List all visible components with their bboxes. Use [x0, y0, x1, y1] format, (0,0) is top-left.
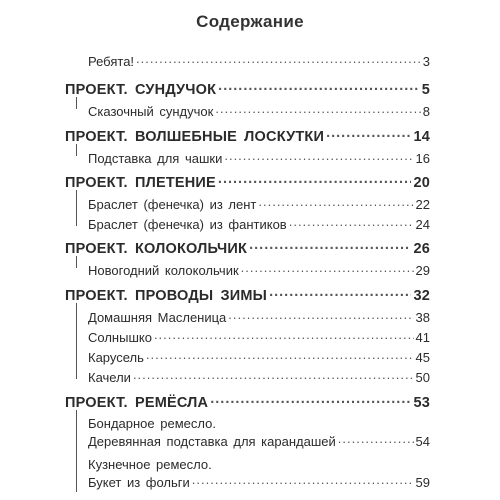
toc-page-number: 20 — [413, 174, 430, 191]
toc-section-loskutki — [65, 126, 430, 145]
section-bracket-line — [76, 97, 77, 109]
toc-entry — [88, 262, 430, 278]
toc-entry-label: Подставка для чашки — [88, 151, 223, 166]
toc-entry — [88, 309, 430, 325]
toc-entry — [88, 329, 430, 345]
toc-entry — [88, 433, 430, 449]
toc-page-number: 53 — [413, 394, 430, 411]
toc-entry-heading: Бондарное ремесло. — [88, 416, 216, 431]
dot-leader — [326, 126, 411, 141]
dot-leader — [218, 79, 420, 94]
toc-page-number: 38 — [415, 310, 430, 325]
section-prefix: ПРОЕКТ. — [65, 81, 128, 98]
toc-page-number: 24 — [415, 217, 430, 232]
section-bracket-line — [76, 410, 77, 492]
dot-leader — [258, 196, 413, 209]
toc-entry-label: Солнышко — [88, 330, 152, 345]
toc-entry — [88, 150, 430, 166]
dot-leader — [218, 172, 412, 187]
toc-section-sunduchok — [65, 79, 430, 98]
section-name: ПРОВОДЫ ЗИМЫ — [134, 287, 268, 304]
toc-entry-label: Браслет (фенечка) из фантиков — [88, 217, 287, 232]
toc-section-remesla — [65, 392, 430, 411]
section-bracket-line — [76, 303, 77, 379]
toc-page-number: 26 — [413, 240, 430, 257]
toc-entry-heading: Кузнечное ремесло. — [88, 457, 212, 472]
toc-entry — [88, 369, 430, 385]
section-name: СУНДУЧОК — [134, 81, 217, 98]
section-name: ВОЛШЕБНЫЕ ЛОСКУТКИ — [134, 128, 325, 145]
toc-page-number: 32 — [413, 287, 430, 304]
dot-leader — [228, 309, 413, 322]
toc-page-number: 29 — [415, 263, 430, 278]
toc-entry — [88, 103, 430, 119]
toc-page-number: 22 — [415, 197, 430, 212]
section-name: КОЛОКОЛЬЧИК — [134, 240, 248, 257]
dot-leader — [154, 329, 414, 342]
toc-page-number: 3 — [422, 54, 430, 69]
dot-leader — [210, 392, 411, 407]
toc-entry — [88, 216, 430, 232]
dot-leader — [249, 238, 411, 253]
section-bracket-line — [76, 256, 77, 268]
dot-leader — [224, 150, 413, 163]
dot-leader — [133, 369, 414, 382]
toc-entry — [88, 474, 430, 490]
section-prefix: ПРОЕКТ. — [65, 128, 128, 145]
toc-page-number: 8 — [422, 104, 430, 119]
toc-page-number: 14 — [413, 128, 430, 145]
toc-page-number: 59 — [415, 475, 430, 490]
dot-leader — [192, 474, 414, 487]
toc-entry-intro — [88, 53, 430, 69]
dot-leader — [146, 349, 414, 362]
toc-entry-label: Деревянная подставка для карандашей — [88, 434, 336, 449]
toc-section-kolokolchik — [65, 238, 430, 257]
page-title: Содержание — [196, 12, 304, 31]
toc-page-number: 54 — [415, 434, 430, 449]
dot-leader — [241, 262, 414, 275]
toc-section-pletenie — [65, 172, 430, 191]
toc-page-number: 41 — [415, 330, 430, 345]
toc-entry-label: Новогодний колокольчик — [88, 263, 239, 278]
toc-entry — [88, 196, 430, 212]
dot-leader — [338, 433, 414, 446]
toc-entry-label: Букет из фольги — [88, 475, 190, 490]
section-prefix: ПРОЕКТ. — [65, 240, 128, 257]
section-bracket-line — [76, 190, 77, 226]
toc-entry — [88, 349, 430, 365]
section-bracket-line — [76, 144, 77, 156]
toc-entry-label: Браслет (фенечка) из лент — [88, 197, 257, 212]
section-prefix: ПРОЕКТ. — [65, 287, 128, 304]
section-name: ПЛЕТЕНИЕ — [134, 174, 216, 191]
toc-entry-label: Карусель — [88, 350, 144, 365]
toc-page-number: 5 — [421, 81, 430, 98]
toc-page-number: 50 — [415, 370, 430, 385]
dot-leader — [289, 216, 414, 229]
toc-entry-label: Домашняя Масленица — [88, 310, 227, 325]
toc-page-number: 45 — [415, 350, 430, 365]
dot-leader — [269, 285, 411, 300]
section-name: РЕМЁСЛА — [134, 394, 209, 411]
toc-entry-label: Качели — [88, 370, 131, 385]
dot-leader — [215, 103, 420, 116]
section-prefix: ПРОЕКТ. — [65, 394, 128, 411]
toc-entry-label: Сказочный сундучок — [88, 104, 214, 119]
toc-section-provody-zimy — [65, 285, 430, 304]
section-prefix: ПРОЕКТ. — [65, 174, 128, 191]
toc-page-number: 16 — [415, 151, 430, 166]
dot-leader — [136, 53, 421, 66]
toc-entry-label: Ребята! — [88, 54, 135, 69]
